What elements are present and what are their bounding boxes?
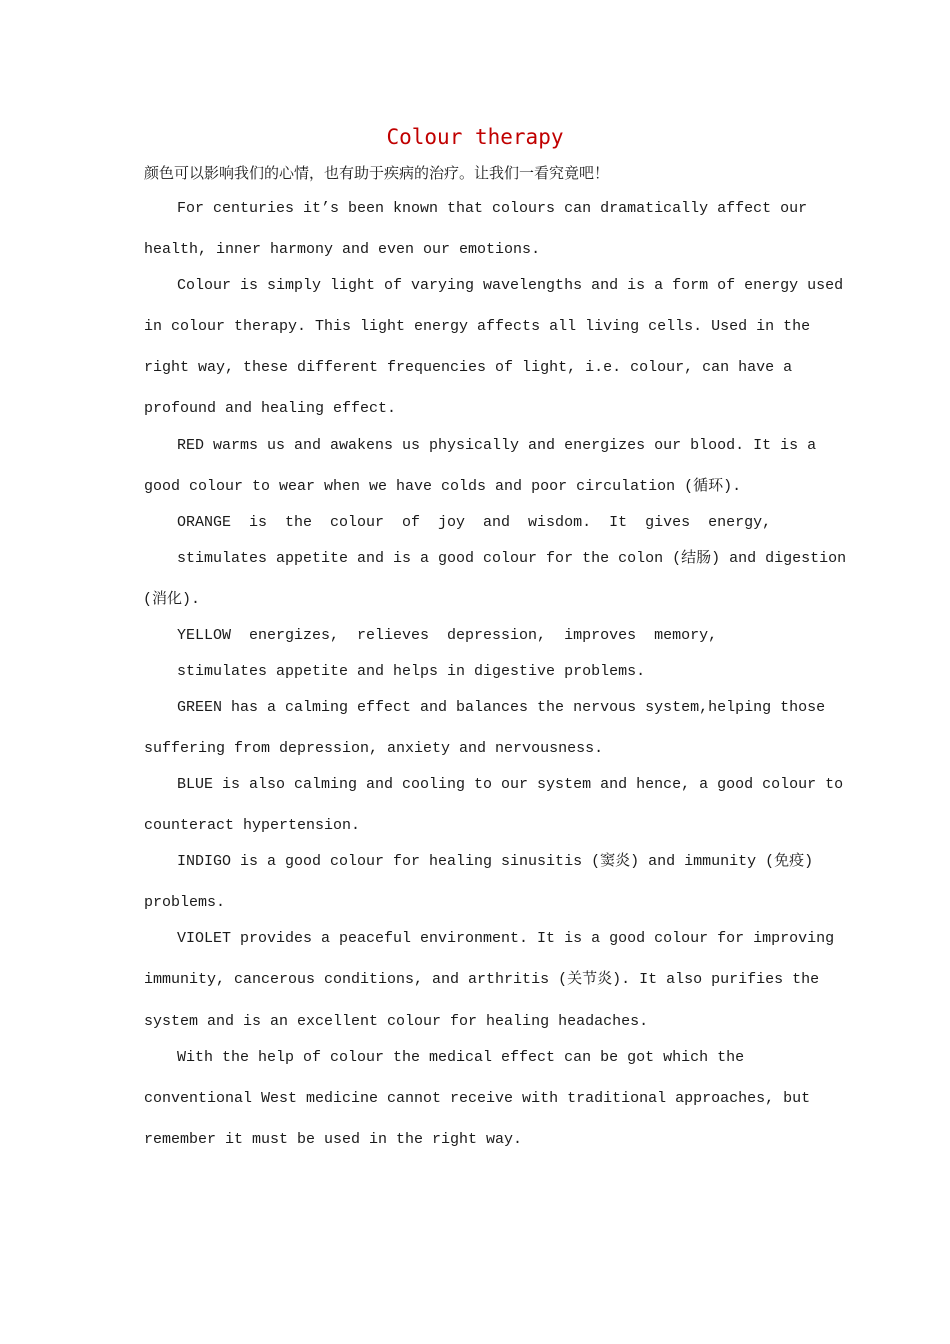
para-red-line-2: good colour to wear when we have colds and poor circulation (循环). (144, 478, 742, 495)
para-orange-line-2: stimulates appetite and is a good colour for the colon (结肠) and digestion (177, 550, 847, 567)
para-red-line-1: RED warms us and awakens us physically and energizes our blood. It is a (177, 437, 817, 454)
para-colour-line-4: profound and healing effect. (144, 400, 397, 417)
para-conclusion-line-3: remember it must be used in the right way. (144, 1131, 523, 1148)
para-indigo-line-2: problems. (144, 894, 226, 911)
para-violet-line-2: immunity, cancerous conditions, and arthritis (关节炎). It also purifies the (144, 971, 820, 988)
para-indigo-line-1: INDIGO is a good colour for healing sinusitis (窦炎) and immunity (免疫) (177, 853, 814, 870)
para-colour-line-3: right way, these different frequencies of light, i.e. colour, can have a (144, 359, 793, 376)
document-title: Colour therapy (386, 125, 564, 149)
para-green-line-1: GREEN has a calming effect and balances the nervous system,helping those (177, 699, 826, 716)
para-colour-line-2: in colour therapy. This light energy affects all living cells. Used in the (144, 318, 811, 335)
para-orange-line-1: ORANGE is the colour of joy and wisdom. It gives energy, (177, 514, 772, 531)
para-violet-line-3: system and is an excellent colour for healing headaches. (144, 1013, 649, 1030)
para-blue-line-2: counteract hypertension. (144, 817, 361, 834)
para-colour-line-1: Colour is simply light of varying wavelengths and is a form of energy used (177, 277, 844, 294)
para-yellow-line-1: YELLOW energizes, relieves depression, improves memory, (177, 627, 718, 644)
para-conclusion-line-1: With the help of colour the medical effect can be got which the (177, 1049, 745, 1066)
para-green-line-2: suffering from depression, anxiety and nervousness. (144, 740, 604, 757)
para-intro-line-1: For centuries it’s been known that colours can dramatically affect our (177, 200, 808, 217)
para-conclusion-line-2: conventional West medicine cannot receive with traditional approaches, but (144, 1090, 811, 1107)
para-yellow-line-2: stimulates appetite and helps in digestive problems. (177, 663, 646, 680)
chinese-subtitle: 颜色可以影响我们的心情，也有助于疾病的治疗。让我们一看究竟吧！ (144, 164, 610, 182)
para-blue-line-1: BLUE is also calming and cooling to our system and hence, a good colour to (177, 776, 844, 793)
para-violet-line-1: VIOLET provides a peaceful environment. It is a good colour for improving (177, 930, 835, 947)
para-orange-line-3: (消化). (143, 591, 201, 608)
para-intro-line-2: health, inner harmony and even our emotions. (144, 241, 541, 258)
